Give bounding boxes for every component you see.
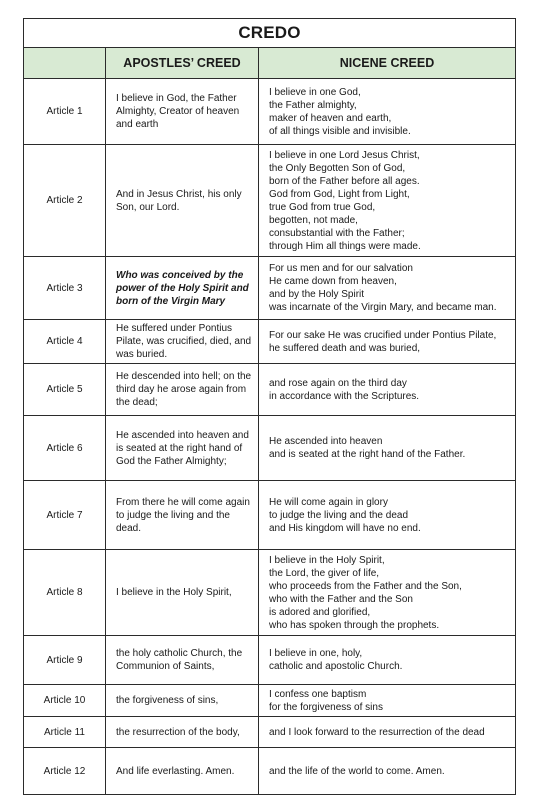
nicene-creed-text bbox=[259, 481, 516, 550]
table-row bbox=[24, 717, 516, 748]
article-label: Article 11 bbox=[24, 717, 106, 748]
apostles-creed-text bbox=[106, 636, 259, 685]
apostles-creed-text bbox=[106, 748, 259, 795]
nicene-creed-text bbox=[259, 257, 516, 320]
article-label: Article 12 bbox=[24, 748, 106, 795]
credo-body bbox=[24, 79, 516, 795]
nicene-text-line: For us men and for our salvation bbox=[269, 263, 413, 274]
nicene-text-line: he suffered death and was buried, bbox=[269, 342, 421, 354]
nicene-creed-header: NICENE CREED bbox=[259, 48, 516, 79]
header-row bbox=[24, 48, 516, 79]
table-row bbox=[24, 748, 516, 795]
table-row bbox=[24, 364, 516, 416]
apostles-text-line: the forgiveness of sins, bbox=[116, 695, 219, 706]
nicene-text-line: I believe in the Holy Spirit, bbox=[269, 554, 385, 566]
nicene-text-line: catholic and apostolic Church. bbox=[269, 661, 403, 672]
article-label: Article 9 bbox=[24, 636, 106, 685]
apostles-text-line: third day he arose again from bbox=[116, 384, 247, 395]
nicene-text-line: and the life of the world to come. Amen. bbox=[269, 765, 445, 777]
nicene-text-line: to judge the living and the dead bbox=[269, 509, 408, 521]
article-label: Article 10 bbox=[24, 685, 106, 717]
apostles-text-line: Communion of Saints, bbox=[116, 661, 215, 672]
apostles-creed-text bbox=[106, 364, 259, 416]
apostles-text-line: the resurrection of the body, bbox=[116, 726, 240, 738]
apostles-text-line: power of the Holy Spirit and bbox=[116, 282, 249, 294]
apostles-text-line: to judge the living and the bbox=[116, 509, 230, 521]
nicene-creed-text bbox=[259, 416, 516, 481]
nicene-text-line: the Father almighty, bbox=[269, 99, 357, 111]
nicene-text-line: maker of heaven and earth, bbox=[269, 112, 392, 124]
nicene-text-line: He will come again in glory bbox=[269, 496, 388, 508]
apostles-creed-text bbox=[106, 416, 259, 481]
title-row bbox=[24, 19, 516, 48]
apostles-text-line: He descended into hell; on the bbox=[116, 371, 252, 382]
nicene-text-line: He ascended into heaven bbox=[269, 436, 383, 447]
apostles-creed-text bbox=[106, 257, 259, 320]
nicene-text-line: and rose again on the third day bbox=[269, 377, 407, 389]
nicene-text-line: in accordance with the Scriptures. bbox=[269, 390, 420, 402]
nicene-text-line: I confess one baptism bbox=[269, 688, 367, 700]
apostles-text-line: the holy catholic Church, the bbox=[116, 648, 243, 659]
nicene-text-line: who proceeds from the Father and the Son, bbox=[269, 580, 462, 592]
nicene-text-line: and is seated at the right hand of the Father. bbox=[269, 449, 466, 460]
apostles-text-line: God the Father Almighty; bbox=[116, 455, 227, 467]
table-row bbox=[24, 416, 516, 481]
nicene-creed-text bbox=[259, 550, 516, 636]
article-label: Article 4 bbox=[24, 320, 106, 364]
blank-header-cell bbox=[24, 48, 106, 79]
article-label: Article 2 bbox=[24, 145, 106, 257]
nicene-text-line: and His kingdom will have no end. bbox=[269, 522, 421, 534]
nicene-text-line: who with the Father and the Son bbox=[269, 593, 413, 605]
nicene-creed-text bbox=[259, 79, 516, 145]
nicene-text-line: who has spoken through the prophets. bbox=[269, 619, 440, 631]
nicene-creed-text bbox=[259, 685, 516, 717]
article-label: Article 1 bbox=[24, 79, 106, 145]
article-label: Article 6 bbox=[24, 416, 106, 481]
nicene-text-line: is adored and glorified, bbox=[269, 606, 371, 618]
nicene-text-line: was incarnate of the Virgin Mary, and became man. bbox=[269, 302, 497, 313]
nicene-text-line: the Lord, the giver of life, bbox=[269, 567, 380, 579]
table-row bbox=[24, 636, 516, 685]
nicene-text-line: the Only Begotten Son of God, bbox=[269, 162, 406, 174]
nicene-text-line: I believe in one God, bbox=[269, 86, 361, 98]
nicene-text-line: and by the Holy Spirit bbox=[269, 289, 365, 300]
article-label: Article 3 bbox=[24, 257, 106, 320]
article-label: Article 5 bbox=[24, 364, 106, 416]
apostles-text-line: From there he will come again bbox=[116, 496, 250, 508]
apostles-text-line: Pilate, was crucified, died, and bbox=[116, 336, 252, 347]
apostles-text-line: I believe in God, the Father bbox=[116, 93, 237, 104]
nicene-text-line: born of the Father before all ages. bbox=[269, 175, 420, 187]
nicene-creed-text bbox=[259, 748, 516, 795]
table-row bbox=[24, 481, 516, 550]
nicene-creed-text bbox=[259, 145, 516, 257]
nicene-text-line: I believe in one Lord Jesus Christ, bbox=[269, 149, 420, 161]
nicene-creed-text bbox=[259, 320, 516, 364]
table-row bbox=[24, 685, 516, 717]
article-label: Article 8 bbox=[24, 550, 106, 636]
apostles-creed-text bbox=[106, 145, 259, 257]
credo-table bbox=[23, 18, 516, 795]
apostles-text-line: Almighty, Creator of heaven bbox=[116, 106, 240, 117]
apostles-text-line: Son, our Lord. bbox=[116, 201, 180, 213]
article-label: Article 7 bbox=[24, 481, 106, 550]
table-row bbox=[24, 79, 516, 145]
apostles-creed-text bbox=[106, 550, 259, 636]
apostles-text-line: And life everlasting. Amen. bbox=[116, 765, 235, 777]
apostles-text-line: and earth bbox=[116, 119, 159, 130]
nicene-text-line: of all things visible and invisible. bbox=[269, 125, 411, 137]
nicene-text-line: He came down from heaven, bbox=[269, 276, 397, 287]
apostles-text-line: the dead; bbox=[116, 397, 158, 408]
nicene-creed-text bbox=[259, 364, 516, 416]
apostles-creed-text bbox=[106, 717, 259, 748]
nicene-text-line: through Him all things were made. bbox=[269, 240, 421, 252]
nicene-text-line: God from God, Light from Light, bbox=[269, 188, 410, 200]
apostles-creed-header: APOSTLES’ CREED bbox=[106, 48, 259, 79]
table-row bbox=[24, 320, 516, 364]
apostles-text-line: I believe in the Holy Spirit, bbox=[116, 587, 232, 598]
apostles-creed-text bbox=[106, 79, 259, 145]
apostles-text-line: was buried. bbox=[116, 349, 168, 360]
apostles-creed-text bbox=[106, 481, 259, 550]
table-title: CREDO bbox=[24, 19, 516, 48]
apostles-text-line: dead. bbox=[116, 522, 142, 534]
apostles-text-line: And in Jesus Christ, his only bbox=[116, 188, 242, 200]
nicene-text-line: true God from true God, bbox=[269, 201, 376, 213]
apostles-text-line: Who was conceived by the bbox=[116, 269, 244, 281]
apostles-text-line: He ascended into heaven and bbox=[116, 429, 249, 441]
apostles-text-line: born of the Virgin Mary bbox=[116, 295, 226, 307]
apostles-text-line: is seated at the right hand of bbox=[116, 442, 243, 454]
nicene-text-line: and I look forward to the resurrection of the dead bbox=[269, 726, 485, 738]
nicene-text-line: I believe in one, holy, bbox=[269, 648, 363, 659]
table-row bbox=[24, 145, 516, 257]
nicene-text-line: consubstantial with the Father; bbox=[269, 227, 405, 239]
apostles-text-line: He suffered under Pontius bbox=[116, 323, 233, 334]
nicene-text-line: For our sake He was crucified under Pontius Pilate, bbox=[269, 329, 497, 341]
nicene-text-line: begotten, not made, bbox=[269, 214, 358, 226]
apostles-creed-text bbox=[106, 320, 259, 364]
table-row bbox=[24, 257, 516, 320]
apostles-creed-text bbox=[106, 685, 259, 717]
nicene-creed-text bbox=[259, 636, 516, 685]
table-row bbox=[24, 550, 516, 636]
nicene-text-line: for the forgiveness of sins bbox=[269, 701, 383, 713]
nicene-creed-text bbox=[259, 717, 516, 748]
